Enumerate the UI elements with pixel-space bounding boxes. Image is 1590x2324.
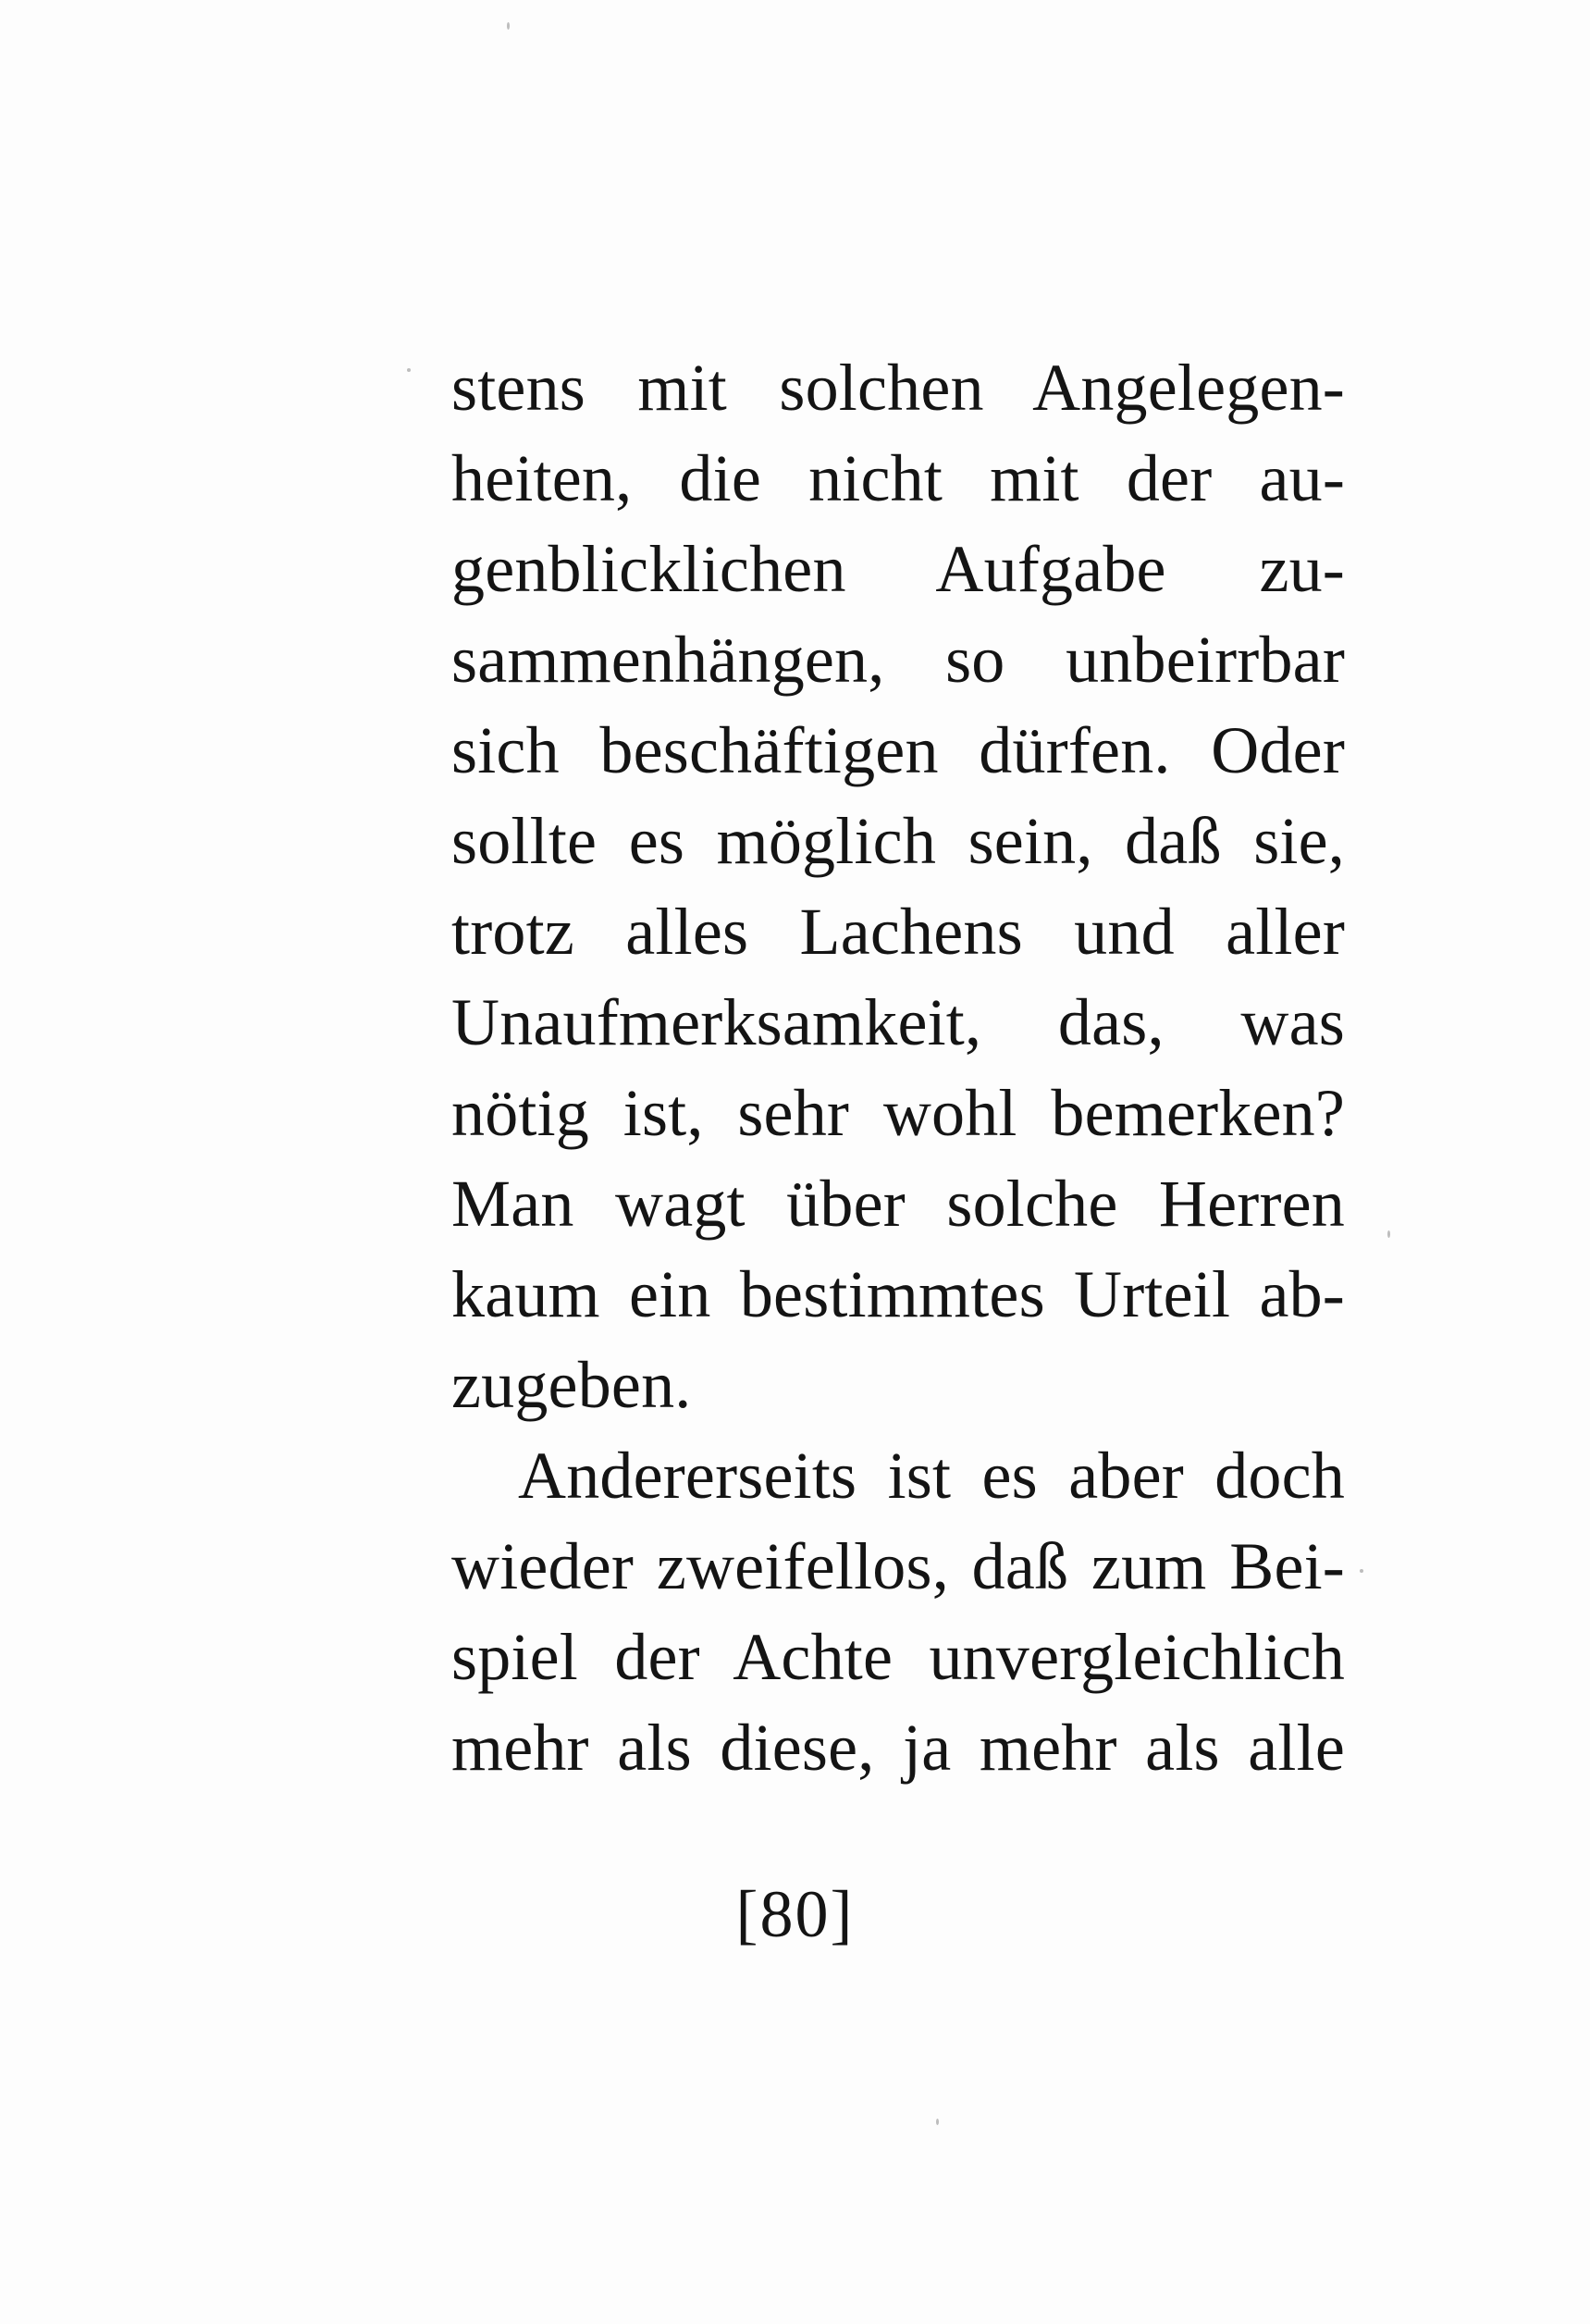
text-line: mehr als diese, ja mehr als alle [451, 1711, 1345, 1785]
paper-speck [507, 22, 510, 30]
paper-speck [407, 368, 411, 372]
text-line: genblicklichen Aufgabe zu- [451, 532, 1345, 606]
text-line: kaum ein bestimmtes Urteil ab- [451, 1257, 1345, 1331]
text-line: heiten, die nicht mit der au- [451, 441, 1345, 515]
text-line: Unaufmerksamkeit, das, was [451, 985, 1345, 1059]
text-line: sollte es möglich sein, daß sie, [451, 804, 1345, 878]
text-line: Man wagt über solche Herren [451, 1167, 1345, 1241]
text-line: wieder zweifellos, daß zum Bei- [451, 1529, 1345, 1603]
text-line: stens mit solchen Angelegen- [451, 351, 1345, 425]
paper-speck [936, 2119, 939, 2125]
text-line: trotz alles Lachens und aller [451, 895, 1345, 969]
body-text [451, 342, 1345, 1793]
paragraph [451, 342, 1345, 1430]
text-line: Andererseits ist es aber doch [518, 1439, 1345, 1513]
text-line: sich beschäftigen dürfen. Oder [451, 713, 1345, 787]
paper-speck [1387, 1230, 1390, 1238]
paragraph [451, 1430, 1345, 1793]
text-line: nötig ist, sehr wohl bemerken? [451, 1076, 1345, 1150]
text-line: sammenhängen, so unbeirrbar [451, 623, 1345, 697]
text-line: spiel der Achte unvergleichlich [451, 1620, 1345, 1694]
text-line: zugeben. [451, 1348, 692, 1422]
paper-speck [1360, 1569, 1363, 1573]
page-number: [80] [735, 1877, 855, 1951]
